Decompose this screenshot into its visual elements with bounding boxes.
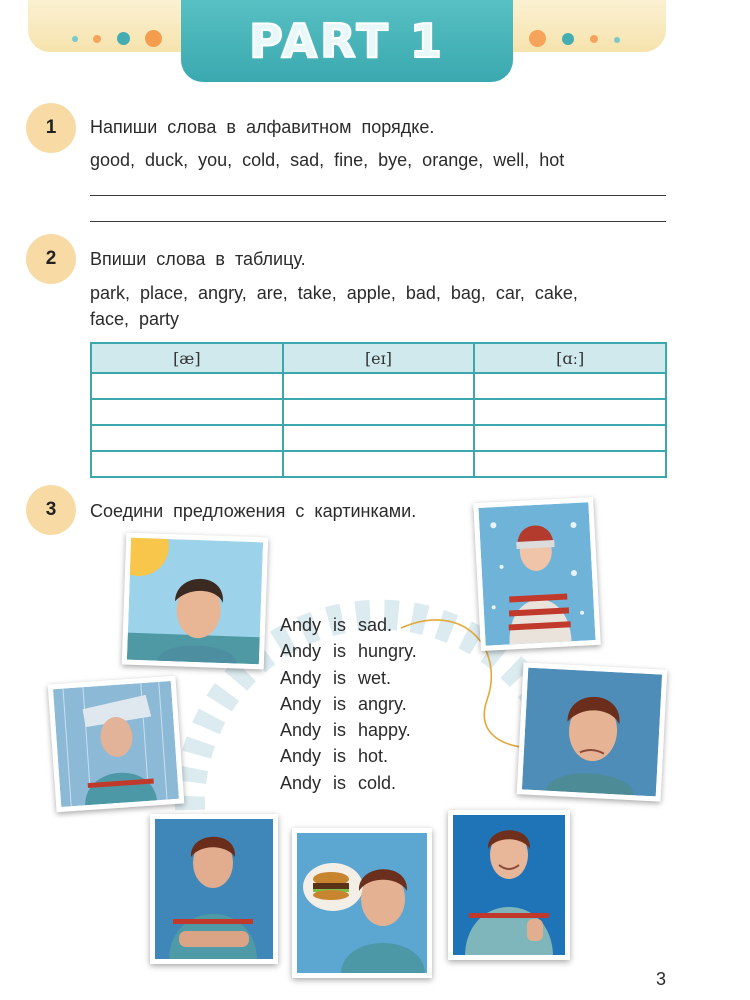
sad-boy-image bbox=[522, 668, 662, 797]
table-header: [ɑː] bbox=[474, 343, 666, 373]
boy-in-rain-image bbox=[53, 681, 179, 807]
happy-boy-image bbox=[453, 815, 565, 955]
word-list: park, place, angry, are, take, apple, bad, bag, car, cake, bbox=[90, 283, 578, 303]
sentence[interactable]: Andy is hungry. bbox=[280, 641, 417, 662]
photo-boy-in-sun[interactable] bbox=[122, 533, 269, 670]
photo-boy-in-snow[interactable] bbox=[473, 497, 601, 651]
photo-boy-in-rain[interactable] bbox=[48, 676, 185, 813]
table-cell[interactable] bbox=[283, 373, 475, 399]
exercise-instruction: Соедини предложения с картинками. bbox=[90, 501, 417, 521]
sentence[interactable]: Andy is wet. bbox=[280, 667, 392, 688]
exercise-number: 2 bbox=[26, 234, 76, 284]
table-cell[interactable] bbox=[474, 425, 666, 451]
sentence[interactable]: Andy is sad. bbox=[280, 615, 393, 635]
word-list: good, duck, you, cold, sad, fine, bye, orange, well, hot bbox=[90, 150, 565, 170]
table-cell[interactable] bbox=[91, 399, 283, 425]
table-cell[interactable] bbox=[91, 451, 283, 477]
part-title: PART 1 bbox=[249, 14, 445, 68]
table-row bbox=[91, 451, 666, 477]
table-cell[interactable] bbox=[91, 425, 283, 451]
decor-dot bbox=[93, 35, 101, 43]
sentence[interactable]: Andy is angry. bbox=[280, 693, 407, 714]
sentence[interactable]: Andy is happy. bbox=[280, 720, 411, 741]
decor-dot bbox=[590, 35, 598, 43]
table-cell[interactable] bbox=[474, 373, 666, 399]
sound-table bbox=[90, 342, 667, 478]
decor-dot bbox=[72, 36, 78, 42]
angry-boy-image bbox=[155, 819, 273, 959]
exercise-instruction: Впиши слова в таблицу. bbox=[90, 249, 306, 269]
table-cell[interactable] bbox=[283, 451, 475, 477]
exercise-number: 3 bbox=[26, 485, 76, 535]
table-cell[interactable] bbox=[91, 373, 283, 399]
sentence[interactable]: Andy is cold. bbox=[280, 772, 397, 793]
boy-in-snow-image bbox=[478, 502, 595, 646]
table-cell[interactable] bbox=[283, 399, 475, 425]
table-cell[interactable] bbox=[474, 399, 666, 425]
decor-dot bbox=[117, 32, 130, 45]
photo-hungry-boy[interactable] bbox=[292, 828, 432, 978]
part-header-tab bbox=[181, 0, 513, 82]
decor-dot bbox=[145, 30, 162, 47]
decor-dot bbox=[562, 33, 574, 45]
header-band-right bbox=[508, 0, 666, 52]
photo-happy-boy[interactable] bbox=[448, 810, 570, 960]
answer-line[interactable] bbox=[90, 195, 666, 196]
table-row bbox=[91, 425, 666, 451]
table-cell[interactable] bbox=[474, 451, 666, 477]
photo-angry-boy[interactable] bbox=[150, 814, 278, 964]
header-band-left bbox=[28, 0, 196, 52]
word-list: face, party bbox=[90, 309, 180, 329]
table-row bbox=[91, 373, 666, 399]
exercise-number: 1 bbox=[26, 103, 76, 153]
hungry-boy-image bbox=[297, 833, 427, 973]
table-cell[interactable] bbox=[283, 425, 475, 451]
photo-sad-boy[interactable] bbox=[517, 662, 668, 801]
page-number: 3 bbox=[656, 969, 667, 989]
decor-dot bbox=[529, 30, 546, 47]
exercise-instruction: Напиши слова в алфавитном порядке. bbox=[90, 117, 435, 137]
decor-dot bbox=[614, 37, 620, 43]
sentence[interactable]: Andy is hot. bbox=[280, 746, 389, 767]
table-header: [æ] bbox=[91, 343, 283, 373]
table-row bbox=[91, 399, 666, 425]
answer-line[interactable] bbox=[90, 221, 666, 222]
table-header: [eɪ] bbox=[283, 343, 475, 373]
boy-in-sun-image bbox=[127, 538, 263, 665]
